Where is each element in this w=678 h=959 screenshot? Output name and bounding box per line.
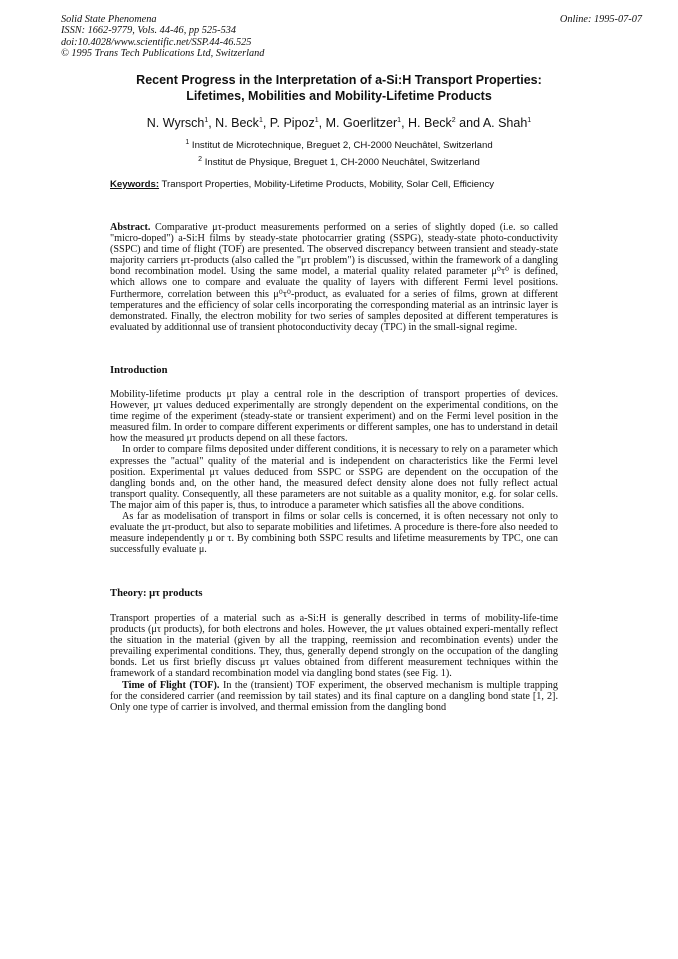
introduction-heading: Introduction: [110, 365, 168, 376]
affiliation-1: [90, 139, 588, 151]
author: M. Goerlitzer: [325, 116, 398, 130]
author-separator: ,: [262, 116, 270, 130]
journal-name: Solid State Phenomena: [61, 14, 157, 25]
author-separator: ,: [318, 116, 326, 130]
author: N. Wyrsch: [146, 116, 205, 130]
author: H. Beck: [408, 116, 452, 130]
author: N. Beck: [215, 116, 259, 130]
affil-marker: 1: [527, 116, 532, 124]
theory-body: [110, 613, 558, 713]
author-separator: ,: [401, 116, 409, 130]
affil-marker: 1: [397, 116, 402, 124]
issn-line: ISSN: 1662-9779, Vols. 44-46, pp 525-534: [61, 25, 237, 37]
paragraph: In order to compare films deposited under different conditions, it is necessary to rely on a parameter which expresses the "actual" quality of the material and is independent on characteristics like the Fermi level position. Experimental μτ values deduced from SSPC or SSPG are dependent on the occupation of the dangling bonds and, on the other hand, the measured defect density alone does not fully reflect actual transport quality. Consequently, all these parameters are not suitable as a quality monitor, e.g. for solar cells. The major aim of this paper is, thus, to introduce a parameter which satisfies all the above conditions.: [110, 444, 558, 511]
affiliation-text: Institut de Microtechnique, Breguet 2, CH-2000 Neuchâtel, Switzerland: [191, 140, 493, 152]
affiliation-text: Institut de Physique, Breguet 1, CH-2000 Neuchâtel, Switzerland: [204, 157, 480, 169]
theory-heading: Theory: μτ products: [110, 588, 203, 599]
affil-marker: 1: [185, 139, 190, 146]
author-list: [70, 116, 608, 130]
affil-marker: 1: [314, 116, 319, 124]
keywords-text: Transport Properties, Mobility-Lifetime Products, Mobility, Solar Cell, Efficiency: [159, 179, 495, 190]
title-line-1: Recent Progress in the Interpretation of a-Si:H Transport Properties:: [136, 73, 542, 87]
author-and: and: [455, 116, 483, 130]
abstract-label: Abstract.: [110, 222, 151, 233]
keywords: [110, 179, 610, 190]
introduction-body: [110, 389, 558, 555]
abstract: [110, 222, 558, 333]
keywords-label: Keywords:: [110, 179, 160, 190]
abstract-text: Comparative μτ-product measurements performed on a series of slightly doped (i.e. so called "micro-doped") a-Si:H films by steady-state photocarrier grating (SSPG), steady-state photo-conductivity (SSPC) and time of flight (TOF) are presented. The observed discrepancy between transient and steady-state majority carriers μτ-products (also called the "μτ problem") is discussed, within the framework of a dangling bond recombination model. Using the same model, a material quality related parameter μ⁰τ⁰ is defined, which allows one to compare and evaluate the quality of layers with different Fermi level positions. Furthermore, correlation between this μ⁰τ⁰-product, as evaluated for a series of films, grown at different temperatures and the efficiency of solar cells incorporating the corresponding material as an intrinsic layer is demonstrated. Finally, the electron mobility for two series of samples deposited at different temperatures is evaluated by additionnal use of transient photoconductivity decay (TPC) in the small-signal regime.: [110, 222, 558, 333]
paper-title: [90, 72, 588, 104]
tof-text: In the (transient) TOF experiment, the observed mechanism is multiple trapping for the considered carrier (and reemission by tail states) and its final capture on a dangling bond state [1, 2]. Only one type of carrier is involved, and thermal emission from the dangling bond: [110, 679, 558, 713]
doi-line: doi:10.4028/www.scientific.net/SSP.44-46.525: [61, 36, 252, 48]
affil-marker: 1: [204, 116, 209, 124]
author: A. Shah: [482, 116, 528, 130]
paragraph: Mobility-lifetime products μτ play a central role in the description of transport properties of devices. However, μτ values deduced experimentally are strongly dependent on the experimental conditions, on the time regime of the experiment (steady-state or transient experiment) and on the Fermi level position in the measured film. In order to compare different experiments or different samples, one has to understand in detail how the measured μτ products depend on all these factors.: [110, 389, 558, 445]
tof-label: Time of Flight (TOF).: [122, 679, 220, 691]
affil-marker: 2: [198, 156, 203, 163]
online-date: Online: 1995-07-07: [559, 14, 642, 25]
author-separator: ,: [208, 116, 216, 130]
affil-marker: 1: [258, 116, 263, 124]
paragraph: As far as modelisation of transport in films or solar cells is concerned, it is often necessary not only to evaluate the μτ-product, but also to separate mobilities and lifetimes. A procedure is there-fore also needed to measure independently μ or τ. By combining both SSPC results and lifetime measurements by TPC, one can successfully evaluate μ.: [110, 511, 558, 556]
title-line-2: Lifetimes, Mobilities and Mobility-Lifetime Products: [186, 89, 492, 103]
paragraph: Transport properties of a material such as a-Si:H is generally described in terms of mobility-life-time products (μτ products), for both electrons and holes. However, the μτ values obtained experi-mentally reflect the situation in the material (given by all the trapping, reemission and recombination events) under the prevailing experimental conditions. They, thus, generally depend strongly on the occupation of the dangling bonds. Let us first briefly discuss μτ values obtained from different measurement techniques within the framework of a standard recombination model via dangling bond states (see Fig. 1).: [110, 613, 558, 680]
author: P. Pipoz: [269, 116, 315, 130]
journal-header: [61, 14, 621, 60]
affiliation-2: [90, 156, 588, 168]
affil-marker: 2: [451, 116, 456, 124]
copyright-line: © 1995 Trans Tech Publications Ltd, Switzerland: [61, 48, 265, 60]
